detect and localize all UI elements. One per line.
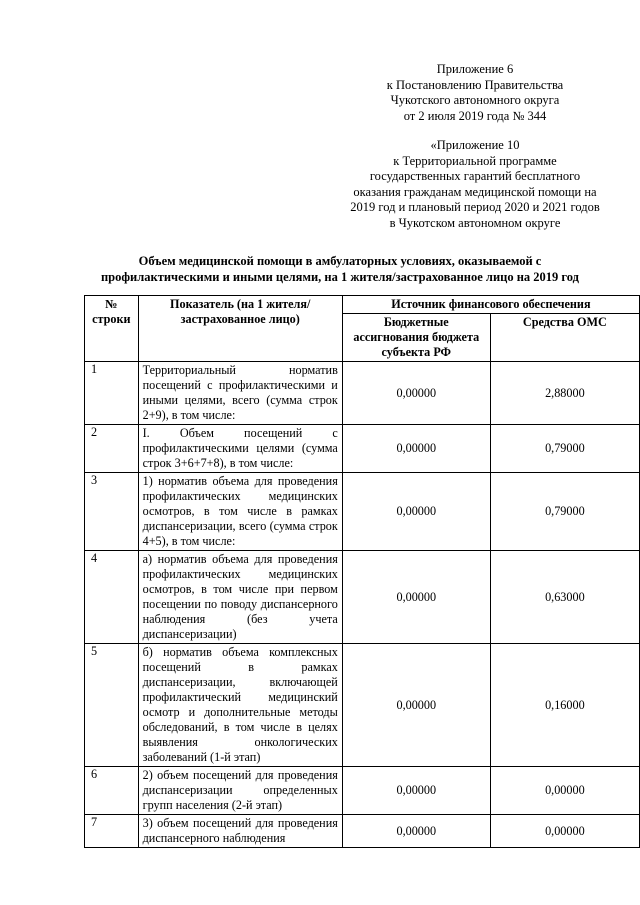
header-line: 2019 год и плановый период 2020 и 2021 годов — [350, 200, 600, 214]
header-line: Приложение 6 — [436, 62, 514, 76]
row-budget-value: 0,00000 — [342, 644, 490, 767]
row-oms-value: 0,79000 — [490, 425, 639, 473]
table-header-row — [85, 296, 640, 314]
row-budget-value: 0,00000 — [342, 362, 490, 425]
header-line: государственных гарантий бесплатного — [369, 169, 581, 183]
row-indicator: 2) объем посещений для проведения диспансеризации определенных групп населения (2-й этап) — [138, 767, 342, 815]
header-indicator: Показатель (на 1 жителя/застрахованное лицо) — [138, 296, 342, 362]
row-indicator: Территориальный норматив посещений с профилактическими и иными целями, всего (сумма строк 2+9), в том числе: — [138, 362, 342, 425]
header-oms: Средства ОМС — [490, 314, 639, 362]
header-line: в Чукотском автономном округе — [389, 215, 561, 230]
header-budget: Бюджетные ассигнования бюджета субъекта РФ — [342, 314, 490, 362]
header-line: Чукотского автономного округа — [390, 93, 560, 107]
row-number: 2 — [85, 425, 139, 473]
header-line: к Постановлению Правительства — [386, 77, 564, 92]
header-line: от 2 июля 2019 года № 344 — [403, 108, 547, 123]
row-indicator: I. Объем посещений с профилактическими целями (сумма строк 3+6+7+8), в том числе: — [138, 425, 342, 473]
row-budget-value: 0,00000 — [342, 551, 490, 644]
title-line: профилактическими и иными целями, на 1 жителя/застрахованное лицо на 2019 год — [100, 270, 579, 284]
table-row — [85, 815, 640, 848]
row-oms-value: 2,88000 — [490, 362, 639, 425]
row-budget-value: 0,00000 — [342, 815, 490, 848]
document-title — [70, 253, 610, 285]
appendix-6-header — [330, 62, 620, 124]
header-line: оказания гражданам медицинской помощи на — [353, 184, 597, 199]
header-line: к Территориальной программе — [393, 153, 557, 168]
volume-table — [84, 295, 640, 848]
table-row — [85, 473, 640, 551]
row-number: 5 — [85, 644, 139, 767]
table-row — [85, 425, 640, 473]
header-line: «Приложение 10 — [430, 138, 520, 152]
row-number: 3 — [85, 473, 139, 551]
row-oms-value: 0,16000 — [490, 644, 639, 767]
header-row-number: № строки — [85, 296, 139, 362]
row-number: 4 — [85, 551, 139, 644]
row-number: 7 — [85, 815, 139, 848]
row-indicator: б) норматив объема комплексных посещений в рамках диспансеризации, включающей профилактический медицинский осмотр и дополнительные методы обследований, в том числе в целях выявления онкологических заболеваний (1-й этап) — [138, 644, 342, 767]
row-oms-value: 0,00000 — [490, 815, 639, 848]
row-oms-value: 0,63000 — [490, 551, 639, 644]
table-row — [85, 551, 640, 644]
table-row — [85, 644, 640, 767]
row-budget-value: 0,00000 — [342, 425, 490, 473]
row-indicator: а) норматив объема для проведения профилактических медицинских осмотров, в том числе при первом посещении по поводу диспансерного наблюдения (без учета диспансеризации) — [138, 551, 342, 644]
row-budget-value: 0,00000 — [342, 767, 490, 815]
row-number: 1 — [85, 362, 139, 425]
table-row — [85, 362, 640, 425]
header-funding-source: Источник финансового обеспечения — [342, 296, 639, 314]
row-budget-value: 0,00000 — [342, 473, 490, 551]
row-oms-value: 0,79000 — [490, 473, 639, 551]
table-row — [85, 767, 640, 815]
row-number: 6 — [85, 767, 139, 815]
row-indicator: 1) норматив объема для проведения профилактических медицинских осмотров, в том числе в рамках диспансеризации, всего (сумма строк 4+5), в том числе: — [138, 473, 342, 551]
row-indicator: 3) объем посещений для проведения диспансерного наблюдения — [138, 815, 342, 848]
row-oms-value: 0,00000 — [490, 767, 639, 815]
appendix-10-header — [330, 138, 620, 231]
title-line: Объем медицинской помощи в амбулаторных условиях, оказываемой с — [138, 254, 542, 268]
